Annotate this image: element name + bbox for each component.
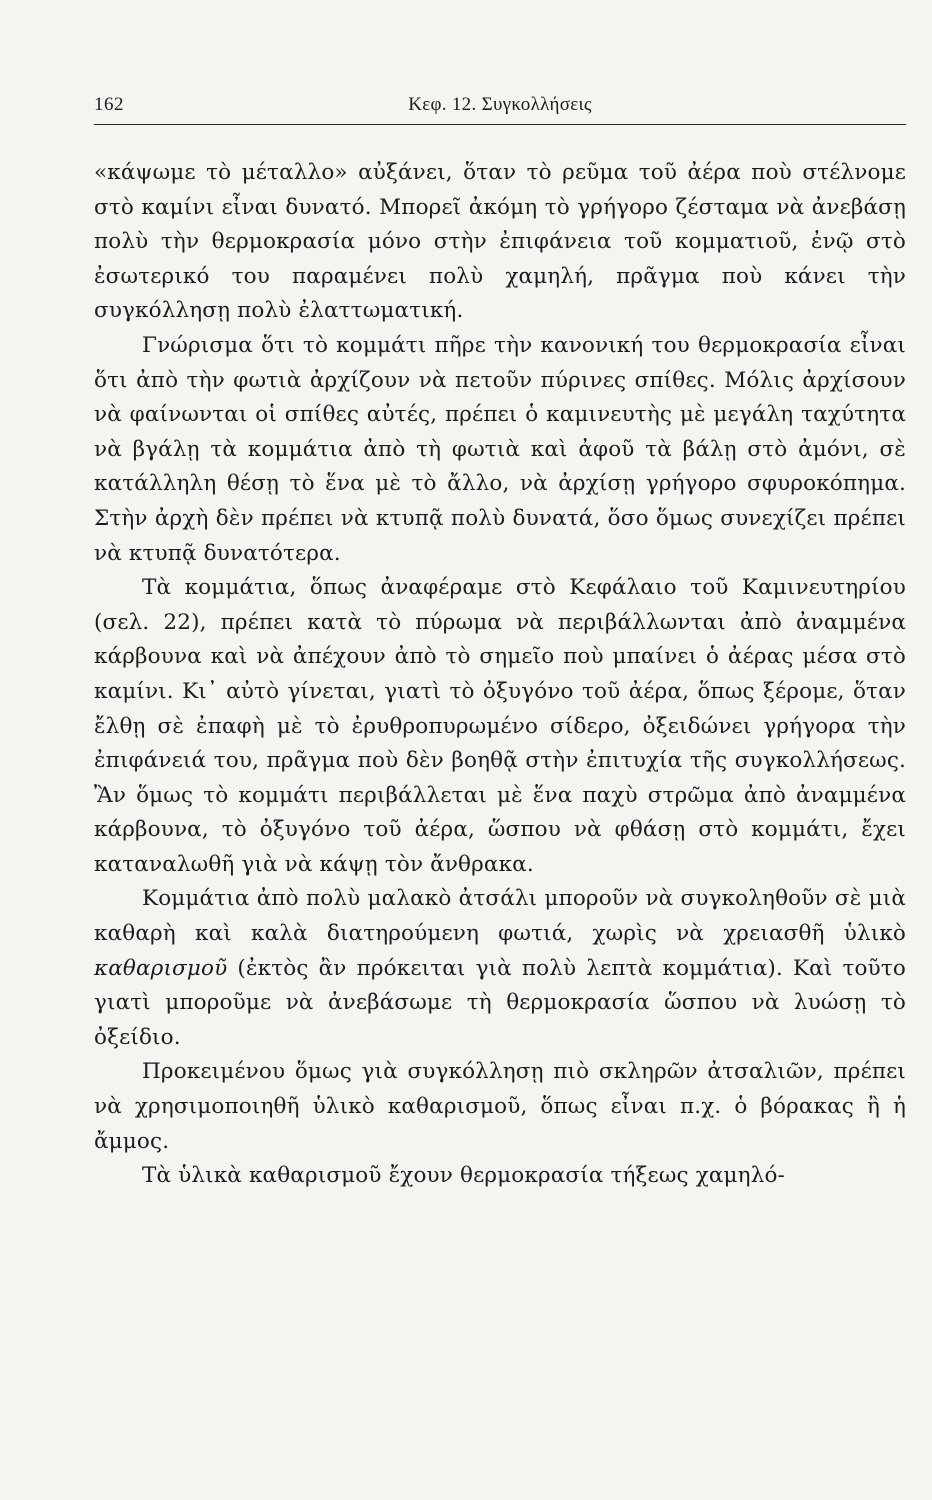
paragraph-1: «κάψωμε τὸ μέταλλο» αὐξάνει, ὅταν τὸ ρεῦμα τοῦ ἀέρα ποὺ στέλνομε στὸ καμίνι εἶναι δυνατό. Μπορεῖ ἀκόμη τὸ γρήγορο ζέσταμα νὰ ἀνεβάσῃ πολὺ τὴν θερμοκρασία μόνο στὴν ἐπιφάνεια τοῦ κομματιοῦ, ἐνῷ στὸ ἐσωτερικό του παραμένει πολὺ χαμηλή, πρᾶγμα ποὺ κάνει τὴν συγκόλλησῃ πολὺ ἐλαττωματική. (94, 160, 906, 324)
paragraph-4-text-start: Κομμάτια ἀπὸ πολὺ μαλακὸ ἀτσάλι μποροῦν νὰ συγκοληθοῦν σὲ μιὰ καθαρὴ καὶ καλὰ διατηρούμενη φωτιά, χωρὶς νὰ χρειασθῆ ὑλικὸ (94, 886, 906, 947)
page-number: 162 (94, 94, 124, 115)
paragraph-2: Γνώρισμα ὅτι τὸ κομμάτι πῆρε τὴν κανονική του θερμοκρασία εἶναι ὅτι ἀπὸ τὴν φωτιὰ ἀρχίζουν νὰ πετοῦν πύρινες σπίθες. Μόλις ἀρχίσουν νὰ φαίνωνται οἱ σπίθες αὐτές, πρέπει ὁ καμινευτὴς μὲ μεγάλη ταχύτητα νὰ βγάλῃ τὰ κομμάτια ἀπὸ τὴ φωτιὰ καὶ ἀφοῦ τὰ βάλῃ στὸ ἀμόνι, σὲ κατάλληλη θέσῃ τὸ ἕνα μὲ τὸ ἄλλο, νὰ ἀρχίσῃ γρήγορο σφυροκόπημα. Στὴν ἀρχὴ δὲν πρέπει νὰ κτυπᾷ πολὺ δυνατά, ὅσο ὅμως συνεχίζει πρέπει νὰ κτυπᾷ δυνατότερα. (94, 332, 906, 566)
emphasized-term: καθαρισμοῦ (94, 955, 228, 981)
chapter-title: Κεφ. 12. Συγκολλήσεις (408, 94, 592, 115)
paragraph-6: Τὰ ὑλικὰ καθαρισμοῦ ἔχουν θερμοκρασία τήξεως χαμηλό- (142, 1163, 785, 1189)
body-text (94, 156, 906, 1194)
paragraph-5: Προκειμένου ὅμως γιὰ συγκόλλησῃ πιὸ σκληρῶν ἀτσαλιῶν, πρέπει νὰ χρησιμοποιηθῆ ὑλικὸ καθαρισμοῦ, ὅπως εἶναι π.χ. ὁ βόρακας ἢ ἡ ἄμμος. (94, 1059, 906, 1154)
paragraph-4 (94, 882, 906, 1055)
paragraph-4-text-end: (ἐκτὸς ἂν πρόκειται γιὰ πολὺ λεπτὰ κομμάτια). Καὶ τοῦτο γιατὶ μποροῦμε νὰ ἀνεβάσωμε τὴ θερμοκρασία ὥσπου νὰ λυώσῃ τὸ ὀξείδιο. (94, 955, 906, 1050)
paragraph-3: Τὰ κομμάτια, ὅπως ἀναφέραμε στὸ Κεφάλαιο τοῦ Καμινευτηρίου (σελ. 22), πρέπει κατὰ τὸ πύρωμα νὰ περιβάλλωνται ἀπὸ ἀναμμένα κάρβουνα καὶ νὰ ἀπέχουν ἀπὸ τὸ σημεῖο ποὺ μπαίνει ὁ ἀέρας μέσα στὸ καμίνι. Κι᾽ αὐτὸ γίνεται, γιατὶ τὸ ὀξυγόνο τοῦ ἀέρα, ὅπως ξέρομε, ὅταν ἔλθῃ σὲ ἐπαφὴ μὲ τὸ ἐρυθροπυρωμένο σίδερο, ὀξειδώνει γρήγορα τὴν ἐπιφάνειά του, πρᾶγμα ποὺ δὲν βοηθᾷ στὴν ἐπιτυχία τῆς συγκολλήσεως. Ἂν ὅμως τὸ κομμάτι περιβάλλεται μὲ ἕνα παχὺ στρῶμα ἀπὸ ἀναμμένα κάρβουνα, τὸ ὀξυγόνο τοῦ ἀέρα, ὥσπου νὰ φθάσῃ στὸ κομμάτι, ἔχει καταναλωθῆ γιὰ νὰ κάψῃ τὸν ἄνθρακα. (94, 575, 906, 877)
running-head (94, 92, 906, 125)
